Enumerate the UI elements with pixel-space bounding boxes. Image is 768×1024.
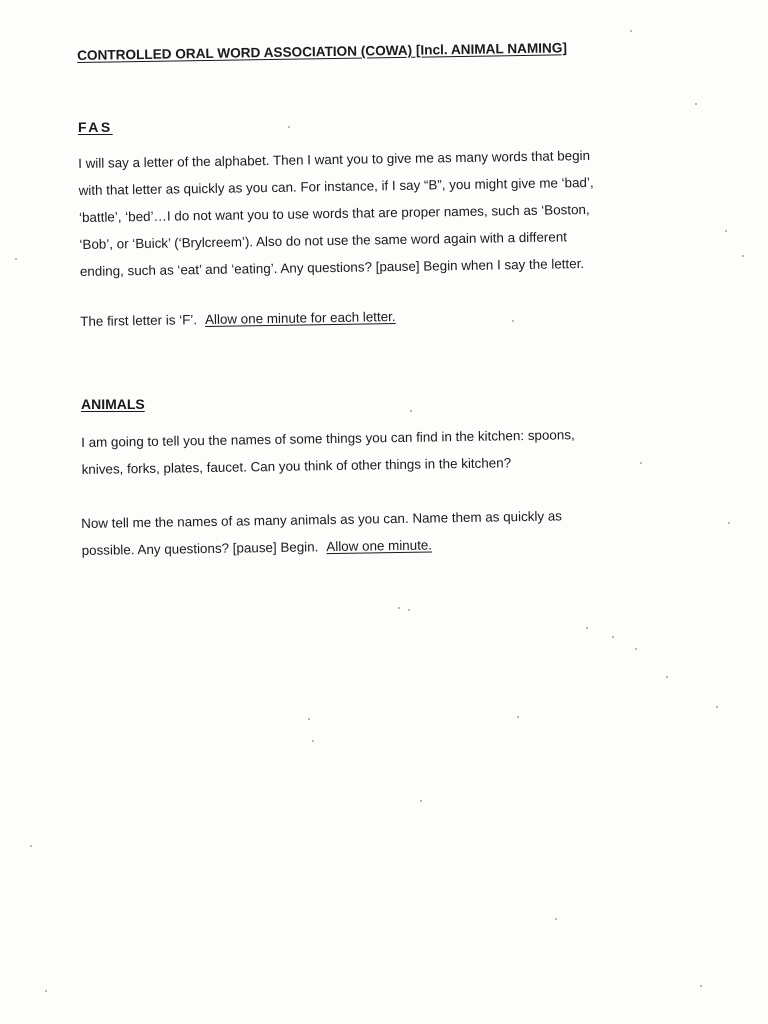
scan-speck: [725, 230, 727, 232]
scan-speck: [612, 636, 614, 638]
scan-speck: [695, 103, 697, 105]
fas-instruction-line: I will say a letter of the alphabet. Then I want you to give me as many words that begin: [78, 147, 591, 171]
fas-instruction-line: ending, such as ‘eat’ and ‘eating’. Any questions? [pause] Begin when I say the letter.: [79, 256, 585, 279]
scan-speck: [666, 676, 668, 678]
animals-practice-line: I am going to tell you the names of some things you can find in the kitchen: spoons,: [81, 427, 575, 450]
scan-speck: [15, 258, 17, 260]
fas-first-letter: The first letter is ‘F’.: [80, 312, 198, 329]
fas-time-note: Allow one minute for each letter.: [204, 309, 396, 328]
scan-speck: [517, 716, 519, 718]
animals-practice-line: knives, forks, plates, faucet. Can you think of other things in the kitchen?: [81, 455, 512, 477]
animals-time-note: Allow one minute.: [326, 537, 433, 555]
animals-practice: [81, 421, 575, 483]
scan-speck: [635, 648, 637, 650]
animals-instruction-line: Now tell me the names of as many animals as you can. Name them as quickly as: [81, 508, 563, 531]
scan-speck: [512, 320, 514, 322]
scan-speck: [728, 522, 730, 524]
scan-speck: [716, 706, 718, 708]
scan-speck: [410, 410, 412, 412]
scan-speck: [45, 990, 47, 992]
scan-speck: [30, 845, 32, 847]
fas-instruction-line: with that letter as quickly as you can. For instance, if I say “B”, you might give me ‘bad’,: [78, 174, 594, 198]
animals-heading: ANIMALS: [81, 396, 145, 412]
fas-instruction-line: ‘battle’, ‘bed’…I do not want you to use words that are proper names, such as ‘Boston,: [78, 201, 590, 225]
scan-speck: [586, 627, 588, 629]
animals-instructions: [81, 502, 563, 564]
scan-speck: [408, 609, 410, 611]
fas-instructions: [78, 142, 595, 285]
scan-speck: [398, 607, 400, 609]
scan-speck: [630, 30, 632, 32]
fas-instruction-line: ‘Bob’, or ‘Buick’ (‘Brylcreem’). Also do not use the same word again with a different: [79, 229, 568, 252]
scan-speck: [555, 918, 557, 920]
scan-speck: [288, 126, 290, 128]
scan-speck: [308, 718, 310, 720]
fas-heading: FAS: [78, 119, 113, 135]
scan-speck: [742, 255, 744, 257]
fas-first-letter-line: [80, 303, 396, 335]
scan-speck: [700, 985, 702, 987]
scan-speck: [312, 740, 314, 742]
scan-speck: [420, 800, 422, 802]
animals-instruction-text: possible. Any questions? [pause] Begin.: [81, 539, 319, 558]
scan-speck: [640, 462, 642, 464]
document-title: CONTROLLED ORAL WORD ASSOCIATION (COWA) [Incl. ANIMAL NAMING]: [77, 40, 568, 63]
